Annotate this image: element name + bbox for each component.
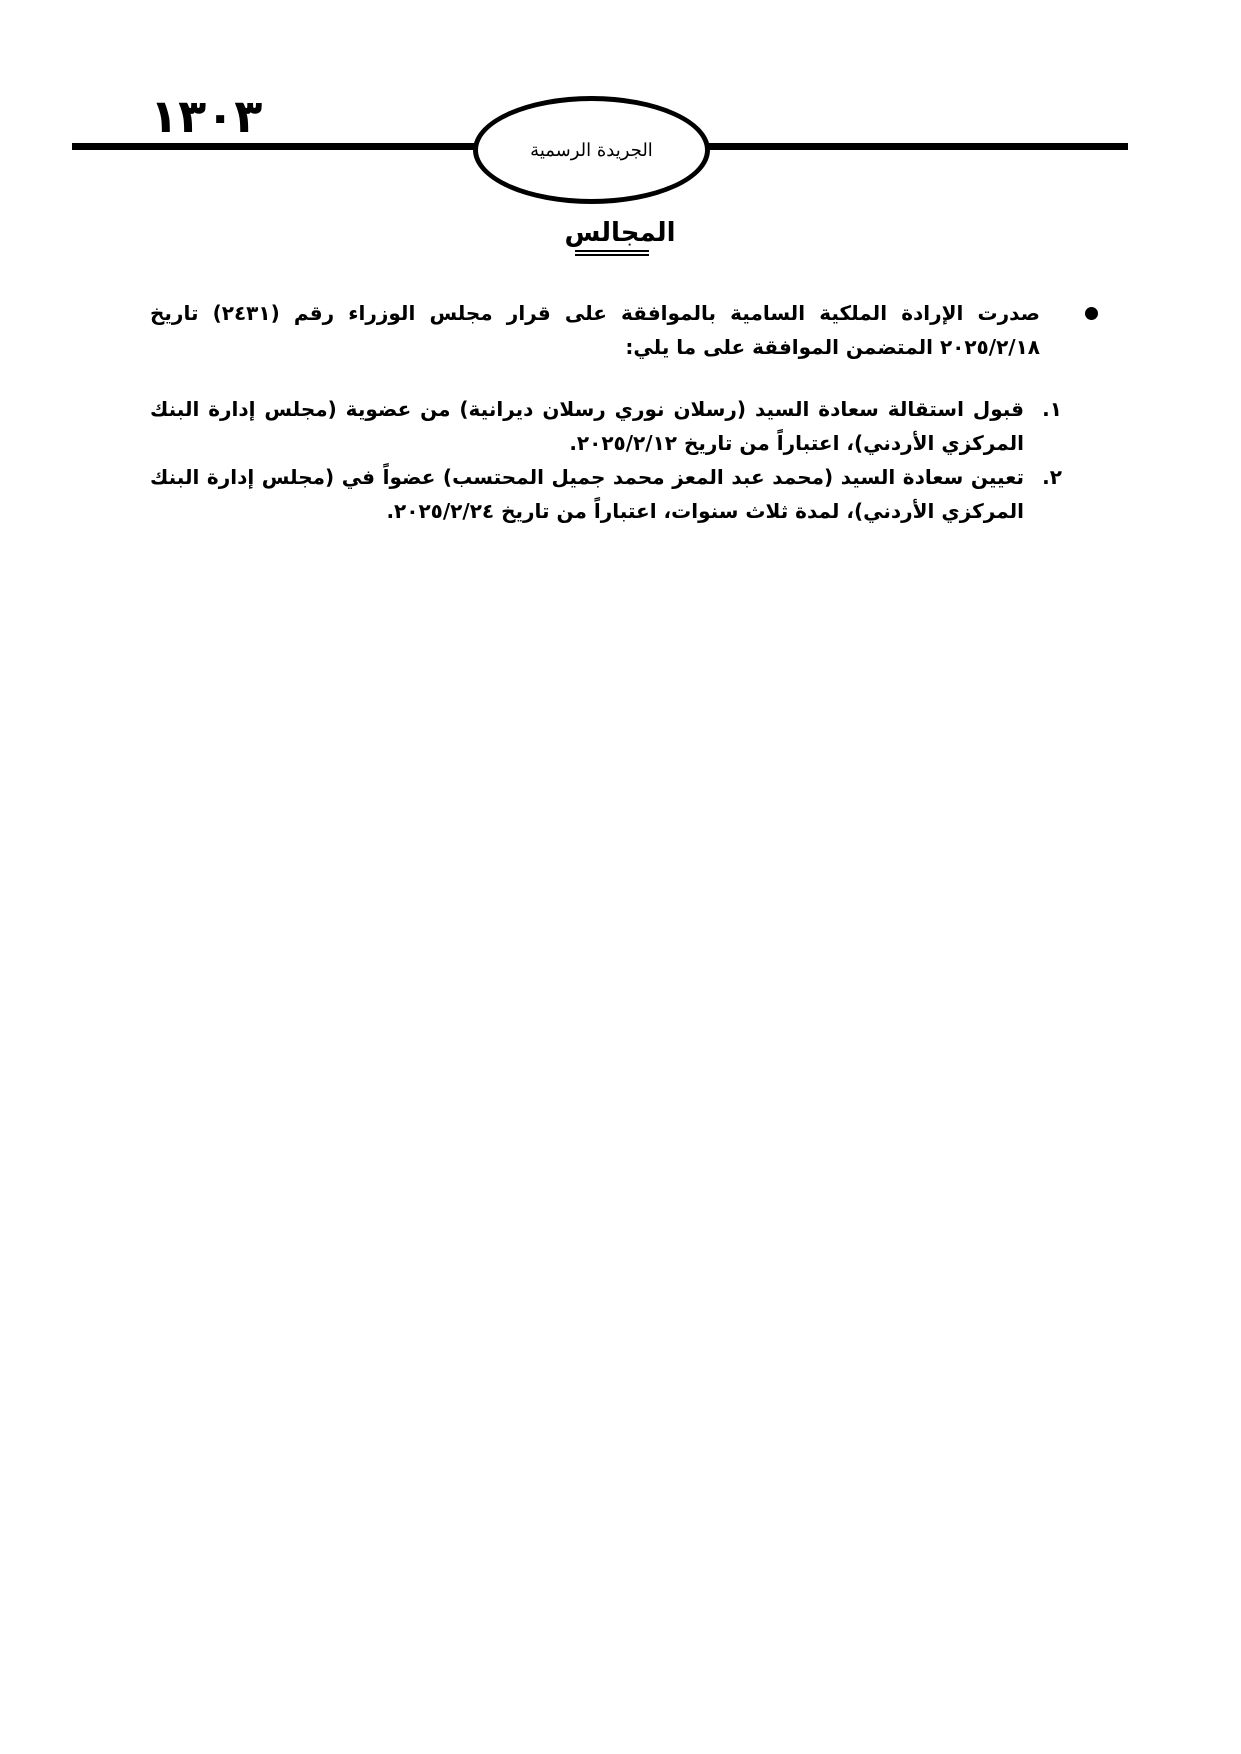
publication-ellipse: [473, 96, 710, 204]
page-number: ١٣٠٣: [150, 89, 263, 143]
publication-name: الجريدة الرسمية: [530, 139, 653, 161]
header-rule-left: [72, 143, 482, 150]
section-title-underline-secondary: [575, 254, 649, 256]
item-number: ٢.: [1042, 465, 1062, 489]
list-item: [150, 460, 1062, 528]
item-number: ١.: [1042, 397, 1062, 421]
list-item: [150, 392, 1062, 460]
bullet-icon: [1085, 307, 1098, 320]
section-title: المجالس: [564, 218, 676, 248]
section-title-underline: [575, 250, 649, 252]
decree-content: [150, 296, 1062, 528]
decree-items-list: [150, 392, 1062, 528]
header-rule-right: [700, 143, 1128, 150]
decree-intro-text: صدرت الإرادة الملكية السامية بالموافقة على قرار مجلس الوزراء رقم (٢٤٣١) تاريخ ٢٠٢٥/٢/١٨ المتضمن الموافقة على ما يلي:: [150, 301, 1041, 359]
item-text: تعيين سعادة السيد (محمد عبد المعز محمد جميل المحتسب) عضواً في (مجلس إدارة البنك المركزي الأردني)، لمدة ثلاث سنوات، اعتباراً من تاريخ ٢٠٢٥/٢/٢٤.: [150, 465, 1024, 523]
decree-intro-paragraph: [150, 296, 1062, 364]
item-text: قبول استقالة سعادة السيد (رسلان نوري رسلان ديرانية) من عضوية (مجلس إدارة البنك المركزي الأردني)، اعتباراً من تاريخ ٢٠٢٥/٢/١٢.: [150, 397, 1024, 455]
